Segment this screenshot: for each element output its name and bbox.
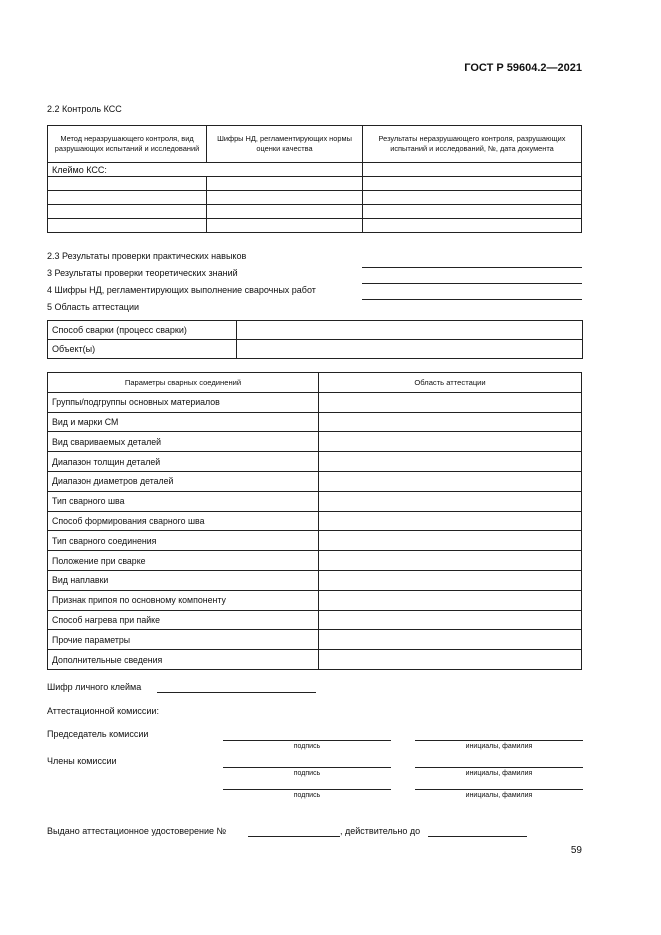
weld-objects-label: Объект(ы) xyxy=(48,340,237,359)
chair-signature-field[interactable] xyxy=(223,740,391,741)
kss-col-results: Результаты неразрушающего контроля, разрушающих испытаний и исследований, №, дата документа xyxy=(363,126,582,163)
param-value[interactable] xyxy=(319,412,582,432)
commission-label: Аттестационной комиссии: xyxy=(47,706,159,716)
member2-signature-field[interactable] xyxy=(223,789,391,790)
initials-caption: инициалы, фамилия xyxy=(465,792,533,799)
param-value[interactable] xyxy=(319,531,582,551)
param-label: Прочие параметры xyxy=(48,630,319,650)
param-value[interactable] xyxy=(319,551,582,571)
valid-until-label: , действительно до xyxy=(340,826,421,836)
param-value[interactable] xyxy=(319,392,582,412)
table-row xyxy=(48,177,582,191)
table-row xyxy=(48,191,582,205)
table-row xyxy=(48,452,582,472)
page-number: 59 xyxy=(570,845,582,856)
param-value[interactable] xyxy=(319,590,582,610)
table-row xyxy=(48,511,582,531)
table-row xyxy=(48,570,582,590)
weld-process-label: Способ сварки (процесс сварки) xyxy=(48,321,237,340)
param-label: Вид и марки СМ xyxy=(48,412,319,432)
param-value[interactable] xyxy=(319,471,582,491)
table-row xyxy=(48,471,582,491)
issued-label: Выдано аттестационное удостоверение № xyxy=(47,826,227,836)
params-col-area: Область аттестации xyxy=(319,373,582,393)
kss-col-method: Метод неразрушающего контроля, вид разрушающих испытаний и исследований xyxy=(48,126,207,163)
table-row xyxy=(48,590,582,610)
param-label: Способ нагрева при пайке xyxy=(48,610,319,630)
param-label: Диапазон диаметров деталей xyxy=(48,471,319,491)
param-value[interactable] xyxy=(319,650,582,670)
member1-signature-field[interactable] xyxy=(223,767,391,768)
param-label: Положение при сварке xyxy=(48,551,319,571)
param-label: Диапазон толщин деталей xyxy=(48,452,319,472)
kss-col-norms: Шифры НД, регламентирующих нормы оценки качества xyxy=(207,126,363,163)
line-4: 4 Шифры НД, регламентирующих выполнение сварочных работ xyxy=(47,285,316,295)
param-value[interactable] xyxy=(319,511,582,531)
line-2-3: 2.3 Результаты проверки практических навыков xyxy=(47,251,247,261)
table-row xyxy=(48,205,582,219)
table-row xyxy=(48,531,582,551)
table-row xyxy=(48,491,582,511)
weld-process-table xyxy=(47,320,583,359)
table-row xyxy=(48,610,582,630)
signature-caption: подпись xyxy=(293,792,321,799)
cipher-field[interactable] xyxy=(157,692,316,693)
param-value[interactable] xyxy=(319,610,582,630)
param-value[interactable] xyxy=(319,570,582,590)
param-value[interactable] xyxy=(319,432,582,452)
table-row xyxy=(48,630,582,650)
kss-stamp-label: Клеймо КСС: xyxy=(48,163,363,177)
param-label: Группы/подгруппы основных материалов xyxy=(48,392,319,412)
table-row xyxy=(48,392,582,412)
params-table xyxy=(47,372,582,670)
line-5: 5 Область аттестации xyxy=(47,302,140,312)
member2-name-field[interactable] xyxy=(415,789,583,790)
param-label: Тип сварного соединения xyxy=(48,531,319,551)
section-2-2-title: 2.2 Контроль КСС xyxy=(47,104,122,114)
chair-name-field[interactable] xyxy=(415,740,583,741)
kss-control-table xyxy=(47,125,582,233)
param-value[interactable] xyxy=(319,630,582,650)
member1-name-field[interactable] xyxy=(415,767,583,768)
initials-caption: инициалы, фамилия xyxy=(465,770,533,777)
signature-caption: подпись xyxy=(293,743,321,750)
table-cell[interactable] xyxy=(363,163,582,177)
members-label: Члены комиссии xyxy=(47,756,117,766)
initials-caption: инициалы, фамилия xyxy=(465,743,533,750)
param-label: Тип сварного шва xyxy=(48,491,319,511)
table-row xyxy=(48,219,582,233)
weld-objects-value[interactable] xyxy=(237,340,583,359)
table-row xyxy=(48,650,582,670)
line-3: 3 Результаты проверки теоретических знаний xyxy=(47,268,238,278)
table-row xyxy=(48,551,582,571)
signature-caption: подпись xyxy=(293,770,321,777)
chair-label: Председатель комиссии xyxy=(47,729,149,739)
certificate-number-field[interactable] xyxy=(248,836,340,837)
param-label: Способ формирования сварного шва xyxy=(48,511,319,531)
cipher-label: Шифр личного клейма xyxy=(47,682,142,692)
table-row xyxy=(48,412,582,432)
param-label: Вид наплавки xyxy=(48,570,319,590)
valid-until-field[interactable] xyxy=(428,836,527,837)
param-value[interactable] xyxy=(319,491,582,511)
params-col-params: Параметры сварных соединений xyxy=(48,373,319,393)
param-label: Вид свариваемых деталей xyxy=(48,432,319,452)
standard-header: ГОСТ Р 59604.2—2021 xyxy=(464,62,582,74)
weld-process-value[interactable] xyxy=(237,321,583,340)
table-row xyxy=(48,432,582,452)
param-label: Дополнительные сведения xyxy=(48,650,319,670)
param-label: Признак припоя по основному компоненту xyxy=(48,590,319,610)
param-value[interactable] xyxy=(319,452,582,472)
